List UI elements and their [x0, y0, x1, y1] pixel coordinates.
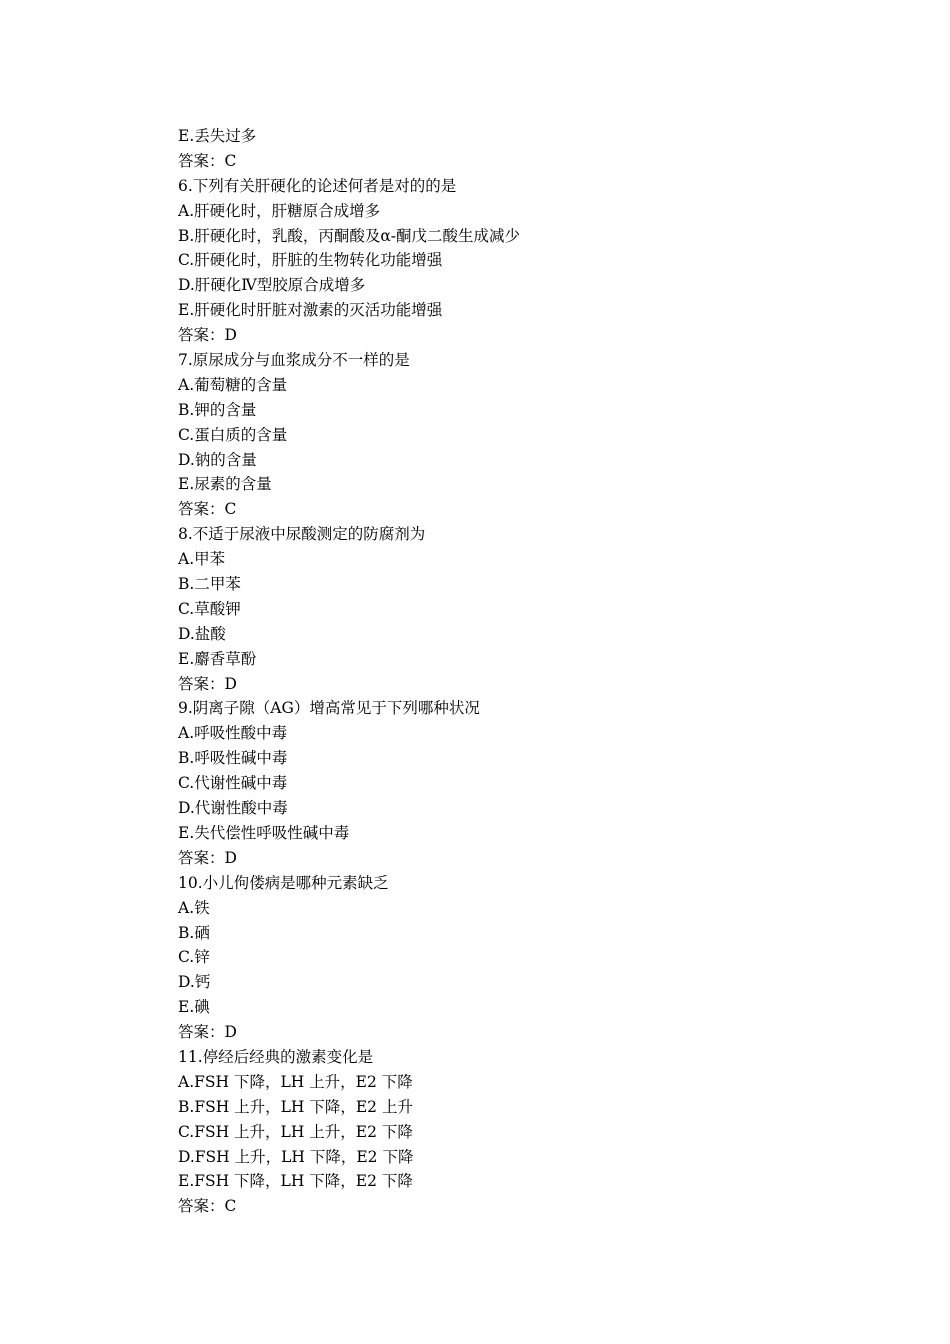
- option-a-q11: A.FSH 下降，LH 上升，E2 下降: [178, 1072, 413, 1091]
- option-d-q7: D.钠的含量: [178, 450, 257, 469]
- option-e-q8: E.麝香草酚: [178, 649, 257, 668]
- question-8: 8.不适于尿液中尿酸测定的防腐剂为: [178, 525, 426, 544]
- option-d-q8: D.盐酸: [178, 624, 226, 643]
- question-11: 11.停经后经典的激素变化是: [178, 1047, 374, 1066]
- option-c-q8: C.草酸钾: [178, 599, 241, 618]
- answer-q6: 答案：D: [178, 326, 237, 345]
- answer-q10: 答案：D: [178, 1023, 237, 1042]
- option-c-q6: C.肝硬化时，肝脏的生物转化功能增强: [178, 251, 443, 270]
- answer-q5: 答案：C: [178, 151, 237, 170]
- option-b-q8: B.二甲苯: [178, 575, 241, 594]
- question-9: 9.阴离子隙（AG）增高常见于下列哪种状况: [178, 699, 480, 718]
- option-a-q7: A.葡萄糖的含量: [178, 375, 288, 394]
- option-c-q9: C.代谢性碱中毒: [178, 774, 288, 793]
- question-10: 10.小儿佝偻病是哪种元素缺乏: [178, 873, 389, 892]
- option-d-q10: D.钙: [178, 973, 211, 992]
- option-e-q9: E.失代偿性呼吸性碱中毒: [178, 823, 350, 842]
- option-a-q9: A.呼吸性酸中毒: [178, 724, 288, 743]
- option-b-q10: B.硒: [178, 923, 210, 942]
- option-d-q11: D.FSH 上升，LH 下降，E2 下降: [178, 1147, 414, 1166]
- option-e-q6: E.肝硬化时肝脏对激素的灭活功能增强: [178, 301, 443, 320]
- option-e-q11: E.FSH 下降，LH 下降，E2 下降: [178, 1172, 413, 1191]
- option-a-q8: A.甲苯: [178, 550, 226, 569]
- option-d-q6: D.肝硬化Ⅳ型胶原合成增多: [178, 276, 366, 295]
- question-6: 6.下列有关肝硬化的论述何者是对的的是: [178, 176, 457, 195]
- option-c-q7: C.蛋白质的含量: [178, 425, 288, 444]
- question-7: 7.原尿成分与血浆成分不一样的是: [178, 351, 410, 370]
- option-c-q11: C.FSH 上升，LH 上升，E2 下降: [178, 1122, 413, 1141]
- option-e-q10: E.碘: [178, 998, 210, 1017]
- option-e-q5: E.丢失过多: [178, 127, 257, 145]
- option-b-q9: B.呼吸性碱中毒: [178, 749, 288, 768]
- document-page: [178, 124, 878, 1219]
- option-a-q10: A.铁: [178, 898, 210, 917]
- option-a-q6: A.肝硬化时，肝糖原合成增多: [178, 201, 381, 220]
- option-e-q7: E.尿素的含量: [178, 475, 272, 494]
- option-b-q7: B.钾的含量: [178, 400, 257, 419]
- option-c-q10: C.锌: [178, 948, 210, 967]
- answer-q11: 答案：C: [178, 1197, 237, 1216]
- answer-q7: 答案：C: [178, 500, 237, 519]
- answer-q8: 答案：D: [178, 674, 237, 693]
- option-b-q11: B.FSH 上升，LH 下降，E2 上升: [178, 1097, 413, 1116]
- option-b-q6: B.肝硬化时，乳酸，丙酮酸及α-酮戊二酸生成减少: [178, 226, 521, 245]
- answer-q9: 答案：D: [178, 848, 237, 867]
- option-d-q9: D.代谢性酸中毒: [178, 799, 288, 818]
